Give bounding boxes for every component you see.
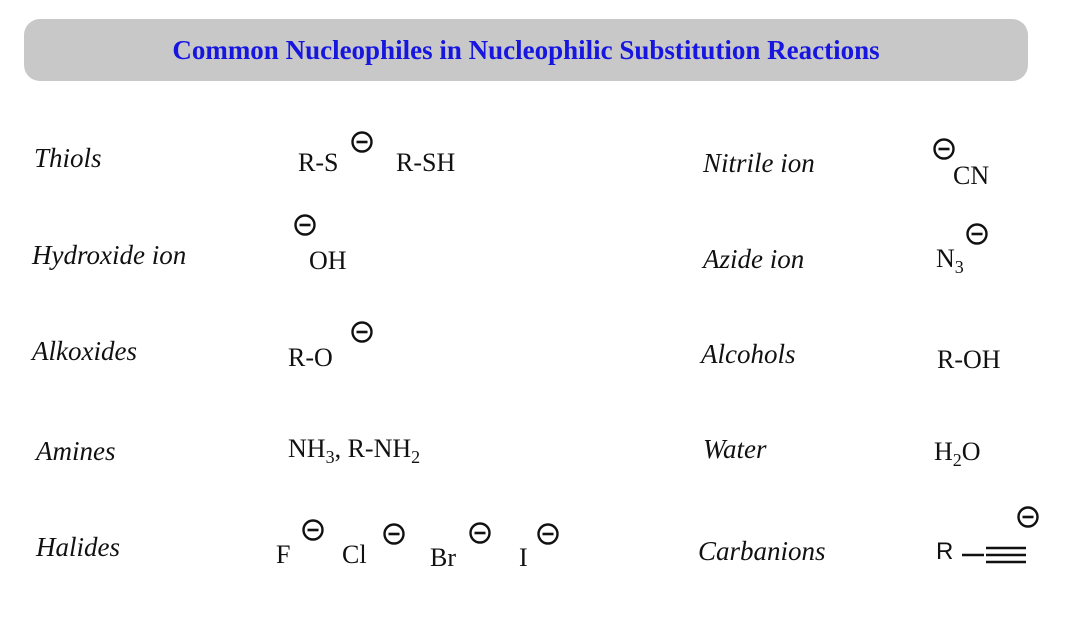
minus-charge-icon <box>294 214 316 236</box>
label-alcohols: Alcohols <box>701 339 796 369</box>
label-halides: Halides <box>36 532 120 562</box>
minus-charge-icon <box>933 138 955 160</box>
label-amines: Amines <box>36 436 116 466</box>
formula-azide: $N_3$ <box>936 244 964 277</box>
formula-chloride: Cl <box>342 540 367 569</box>
formula-iodide: I <box>519 543 528 572</box>
formula-thiolate: R-S <box>298 148 339 177</box>
minus-charge-icon <box>1017 506 1039 528</box>
minus-charge-icon <box>383 523 405 545</box>
label-water: Water <box>703 434 767 464</box>
formula-hydroxide: OH <box>309 246 347 275</box>
alkyne-bonds-icon <box>962 540 1030 570</box>
formula-alkoxide: R-O <box>288 343 333 372</box>
formula-cyanide: CN <box>953 161 990 190</box>
minus-charge-icon <box>351 321 373 343</box>
formula-fluoride: F <box>276 540 291 569</box>
formula-carbanion-r: R <box>936 538 954 565</box>
minus-charge-icon <box>469 522 491 544</box>
title-banner <box>24 19 1028 81</box>
minus-charge-icon <box>537 523 559 545</box>
label-hydroxide: Hydroxide ion <box>32 240 187 270</box>
label-carbanions: Carbanions <box>698 536 826 566</box>
minus-charge-icon <box>351 131 373 153</box>
formula-alcohol: R-OH <box>937 345 1001 374</box>
minus-charge-icon <box>966 223 988 245</box>
page-title: Common Nucleophiles in Nucleophilic Substitution Reactions <box>172 34 880 65</box>
label-thiols: Thiols <box>34 143 102 173</box>
formula-water: $H_2O$ <box>934 437 981 470</box>
formula-bromide: Br <box>430 543 456 572</box>
formula-thiol: R-SH <box>396 148 456 177</box>
formula-amines: $NH_3$, $R-NH_2$ <box>288 434 421 467</box>
label-azide: Azide ion <box>703 244 805 274</box>
label-nitrile: Nitrile ion <box>703 148 815 178</box>
minus-charge-icon <box>302 519 324 541</box>
label-alkoxides: Alkoxides <box>32 336 137 366</box>
